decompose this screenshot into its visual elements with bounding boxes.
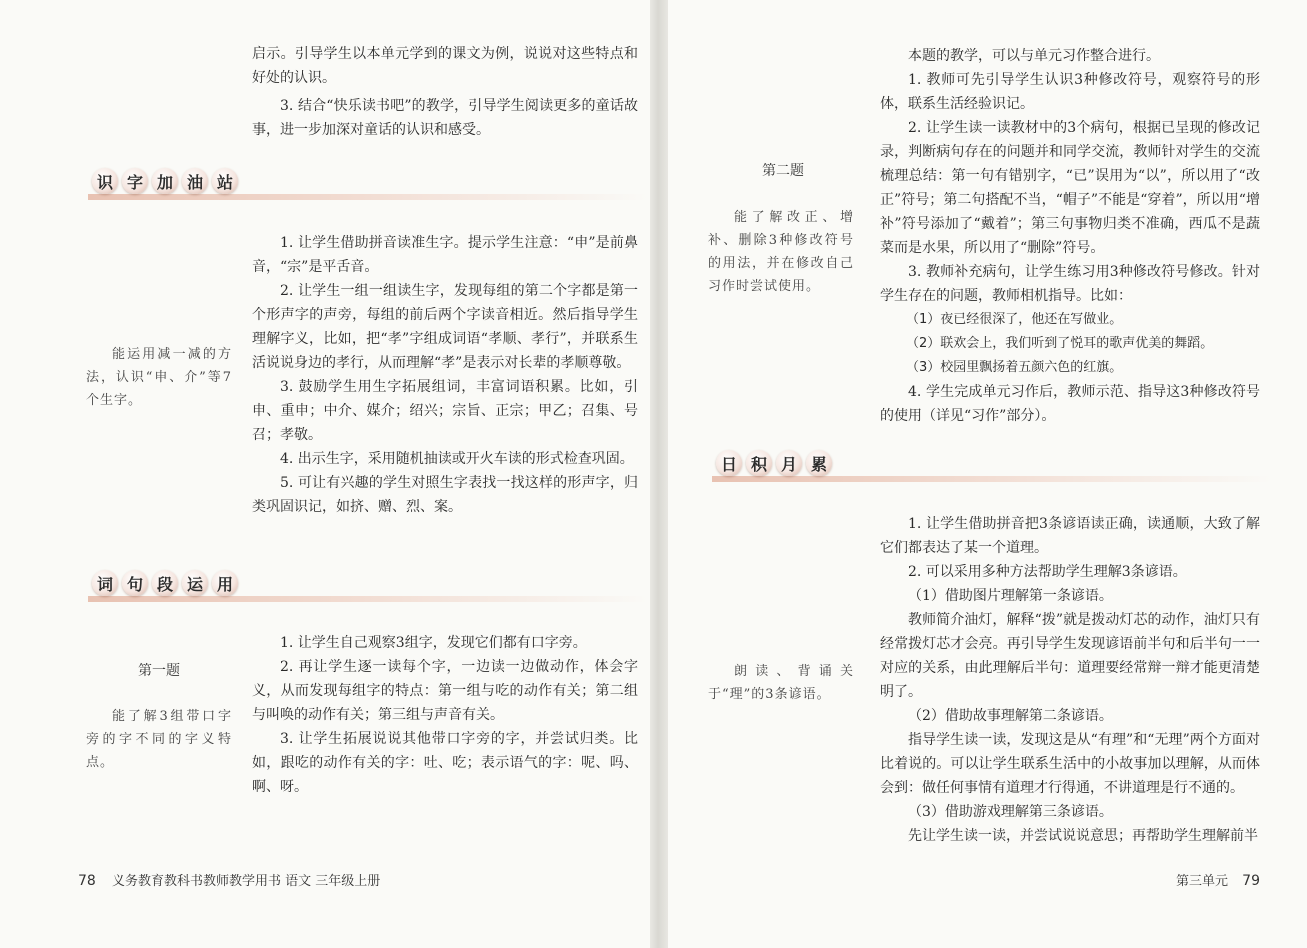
- body-paragraph: 2. 再让学生逐一读每个字，一边读一边做动作，体会字义，从而发现每组字的特点：第一组与吃的动作有关；第二组与叫唤的动作有关；第三组与声音有关。: [252, 659, 638, 723]
- section-char: 用: [212, 570, 238, 596]
- section-char: 累: [806, 450, 832, 476]
- body-paragraph: 2. 让学生一组一组读生字，发现每组的第二个字都是第一个形声字的声旁，每组的前后两个字读音相近。然后指导学生理解字义，比如，把“孝”字组成词语“孝顺、孝行”，并联系生活说说身边的孝行，从而理解“孝”是表示对长辈的孝顺尊敬。: [252, 283, 638, 371]
- body-paragraph: 1. 让学生自己观察3组字，发现它们都有口字旁。: [280, 635, 587, 651]
- section-char: 字: [122, 168, 148, 194]
- body-paragraph: 2. 让学生读一读教材中的3个病句，根据已呈现的修改记录，判断病句存在的问题并和同学交流，教师针对学生的交流梳理总结：第一句有错别字，“已”误用为“以”，所以用了“改正”符号；第二句搭配不当，“帽子”不能是“穿着”，所以用“增补”符号添加了“戴着”；第三句事物归类不准确，西瓜不是蔬菜而是水果，所以用了“删除”符号。: [880, 120, 1260, 256]
- body-paragraph: 1. 让学生借助拼音读准生字。提示学生注意：“申”是前鼻音，“宗”是平舌音。: [252, 235, 638, 275]
- body-paragraph: 4. 出示生字，采用随机抽读或开火车读的形式检查巩固。: [280, 451, 634, 467]
- body-paragraph: 3. 鼓励学生用生字拓展组词，丰富词语积累。比如，引申、重申；中介、媒介；绍兴；宗旨、正宗；甲乙；召集、号召；孝敬。: [252, 379, 638, 443]
- body-paragraph: （3）借助游戏理解第三条谚语。: [908, 804, 1113, 820]
- body-paragraph: （1）借助图片理解第一条谚语。: [908, 588, 1113, 604]
- literacy-body: [252, 231, 638, 519]
- section-char: 句: [122, 570, 148, 596]
- book-gutter: [650, 0, 668, 948]
- body-paragraph: 先让学生读一读，并尝试说说意思；再帮助学生理解前半: [908, 828, 1258, 844]
- unit-label: 第三单元: [1176, 874, 1229, 889]
- left-page: [0, 0, 650, 948]
- section-char: 油: [182, 168, 208, 194]
- section-char: 识: [92, 168, 118, 194]
- body-paragraph: 本题的教学，可以与单元习作整合进行。: [908, 48, 1160, 64]
- section-char: 月: [776, 450, 802, 476]
- body-paragraph: 4. 学生完成单元习作后，教师示范、指导这3种修改符号的使用（详见“习作”部分）。: [880, 384, 1260, 424]
- book-title: 义务教育教科书教师教学用书 语文 三年级上册: [111, 874, 381, 889]
- section-char: 运: [182, 570, 208, 596]
- example-sentence: （2）联欢会上，我们听到了悦耳的歌声优美的舞蹈。: [906, 336, 1214, 351]
- section-header-word-usage: [88, 566, 648, 606]
- right-page: [668, 0, 1307, 948]
- example-sentence: （1）夜已经很深了，他还在写做业。: [906, 312, 1123, 327]
- intro-paragraph: 启示。引导学生以本单元学到的课文为例，说说对这些特点和好处的认识。: [252, 46, 638, 86]
- body-paragraph: 3. 教师补充病句，让学生练习用3种修改符号修改。针对学生存在的问题，教师相机指导。比如：: [880, 264, 1260, 304]
- body-paragraph: 1. 让学生借助拼音把3条谚语读正确，读通顺，大致了解它们都表达了某一个道理。: [880, 516, 1260, 556]
- section-char: 站: [212, 168, 238, 194]
- right-footer: [1176, 870, 1260, 889]
- body-paragraph: 2. 可以采用多种方法帮助学生理解3条谚语。: [908, 564, 1187, 580]
- example-sentence: （3）校园里飘扬着五颜六色的红旗。: [906, 360, 1123, 375]
- word-usage-body: [252, 631, 638, 799]
- body-paragraph: 指导学生读一读，发现这是从“有理”和“无理”两个方面对比着说的。可以让学生联系生活中的小故事加以理解，从而体会到：做任何事情有道理才行得通，不讲道理是行不通的。: [880, 732, 1260, 796]
- margin-note-revision: 能了解改正、增补、删除3种修改符号的用法，并在修改自己习作时尝试使用。: [708, 210, 854, 294]
- page-number: 79: [1242, 873, 1260, 889]
- accumulation-body: [880, 512, 1260, 848]
- section-char: 加: [152, 168, 178, 194]
- section-header-accumulation: [712, 446, 1272, 486]
- section-char: 词: [92, 570, 118, 596]
- section-char: 日: [716, 450, 742, 476]
- section-char: 积: [746, 450, 772, 476]
- left-footer: [78, 870, 380, 889]
- intro-paragraph: 3. 结合“快乐读书吧”的教学，引导学生阅读更多的童话故事，进一步加深对童话的认识和感受。: [252, 98, 638, 138]
- body-paragraph: 教师简介油灯，解释“拨”就是拨动灯芯的动作，油灯只有经常拨灯芯才会亮。再引导学生发现谚语前半句和后半句一一对应的关系，由此理解后半句：道理要经常辩一辩才能更清楚明了。: [880, 612, 1260, 700]
- section-header-literacy: [88, 164, 648, 204]
- sub-title-first: 第一题: [138, 663, 180, 679]
- body-paragraph: 5. 可让有兴趣的学生对照生字表找一找这样的形声字，归类巩固识记，如挤、赠、烈、案。: [252, 475, 638, 515]
- body-paragraph: 3. 让学生拓展说说其他带口字旁的字，并尝试归类。比如，跟吃的动作有关的字：吐、吃；表示语气的字：呢、吗、啊、呀。: [252, 731, 638, 795]
- body-paragraph: 1. 教师可先引导学生认识3种修改符号，观察符号的形体，联系生活经验识记。: [880, 72, 1260, 112]
- margin-note-literacy: 能运用减一减的方法，认识“申、介”等7个生字。: [86, 347, 232, 408]
- intro-text: [252, 42, 638, 142]
- sub-title-second: 第二题: [762, 163, 804, 179]
- page-number: 78: [78, 873, 96, 889]
- margin-note-accumulation: 朗读、背诵关于“理”的3条谚语。: [708, 664, 854, 702]
- revision-body: [880, 44, 1260, 428]
- margin-note-word-usage: 能了解3组带口字旁的字不同的字义特点。: [86, 709, 232, 770]
- body-paragraph: （2）借助故事理解第二条谚语。: [908, 708, 1113, 724]
- section-char: 段: [152, 570, 178, 596]
